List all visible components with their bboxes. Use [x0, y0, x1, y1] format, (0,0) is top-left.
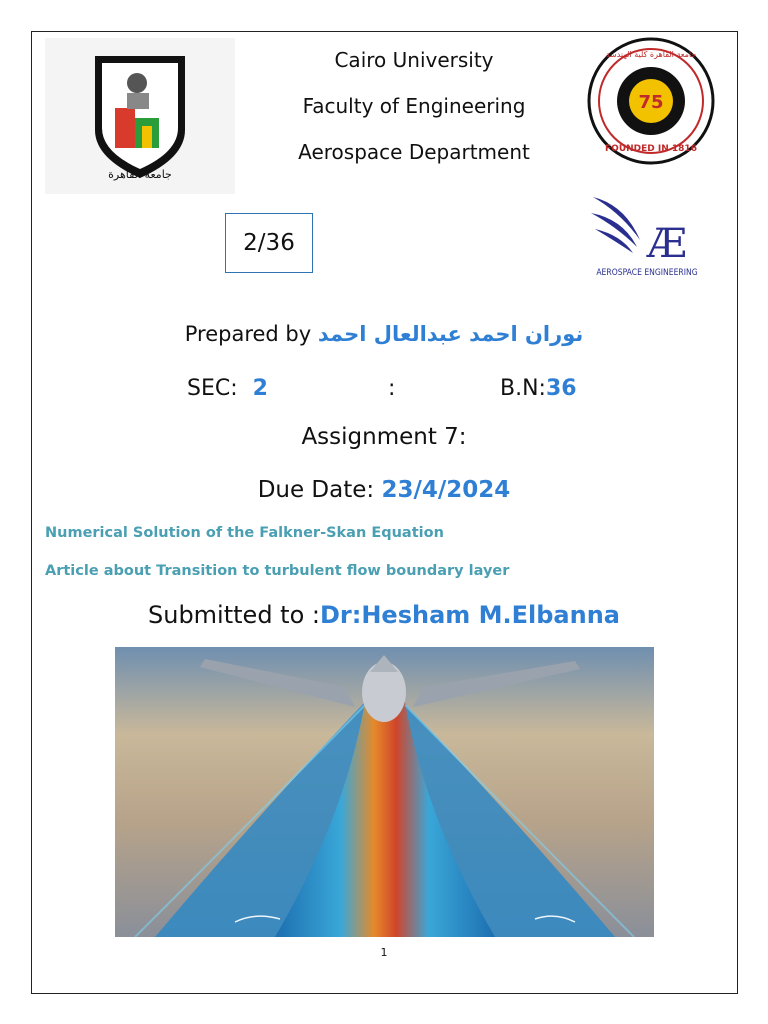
topic-falkner-skan: Numerical Solution of the Falkner-Skan Equation: [45, 525, 444, 541]
prepared-by-line: [0, 322, 768, 346]
seal-top-text: جامعة القاهرة كلية الهندسة: [605, 50, 697, 59]
student-name: نوران احمد عبدالعال احمد: [317, 322, 584, 346]
prepared-by-label: Prepared by: [184, 322, 312, 346]
serial-number: 2/36: [243, 230, 295, 256]
aerospace-engineering-logo: [585, 185, 709, 285]
due-date-label: Due Date:: [257, 477, 375, 503]
seal-center-number: 75: [638, 92, 664, 113]
left-logo-caption: جامعة القاهرة: [108, 168, 172, 181]
airplane-boundary-layer-image: [115, 647, 654, 937]
page-number: 1: [380, 946, 388, 959]
seal-bottom-text: FOUNDED IN 1816: [605, 144, 697, 154]
faculty-seal-logo: [583, 35, 719, 168]
section-line: [187, 376, 268, 401]
section-value: 2: [252, 376, 268, 401]
bench-number-line: [500, 376, 577, 401]
bench-number-value: 36: [545, 376, 577, 401]
department-name: Aerospace Department: [298, 140, 530, 164]
assignment-title: Assignment 7:: [301, 424, 467, 450]
due-date-value: 23/4/2024: [381, 477, 511, 503]
submitted-to-label: Submitted to :: [148, 601, 320, 629]
serial-number-box: [225, 213, 313, 273]
faculty-name: Faculty of Engineering: [302, 94, 526, 118]
ae-caption: AEROSPACE ENGINEERING: [596, 268, 698, 278]
professor-name: Dr:Hesham M.Elbanna: [319, 601, 620, 629]
bench-number-label: B.N:: [500, 376, 546, 401]
ae-mark: Æ: [646, 221, 688, 267]
due-date-line: [0, 477, 768, 503]
submitted-to-line: [0, 601, 768, 629]
topic-transition-article: Article about Transition to turbulent flow boundary layer: [45, 563, 510, 579]
section-label: SEC:: [187, 376, 238, 401]
separator: :: [388, 376, 396, 401]
university-name: Cairo University: [334, 48, 494, 72]
